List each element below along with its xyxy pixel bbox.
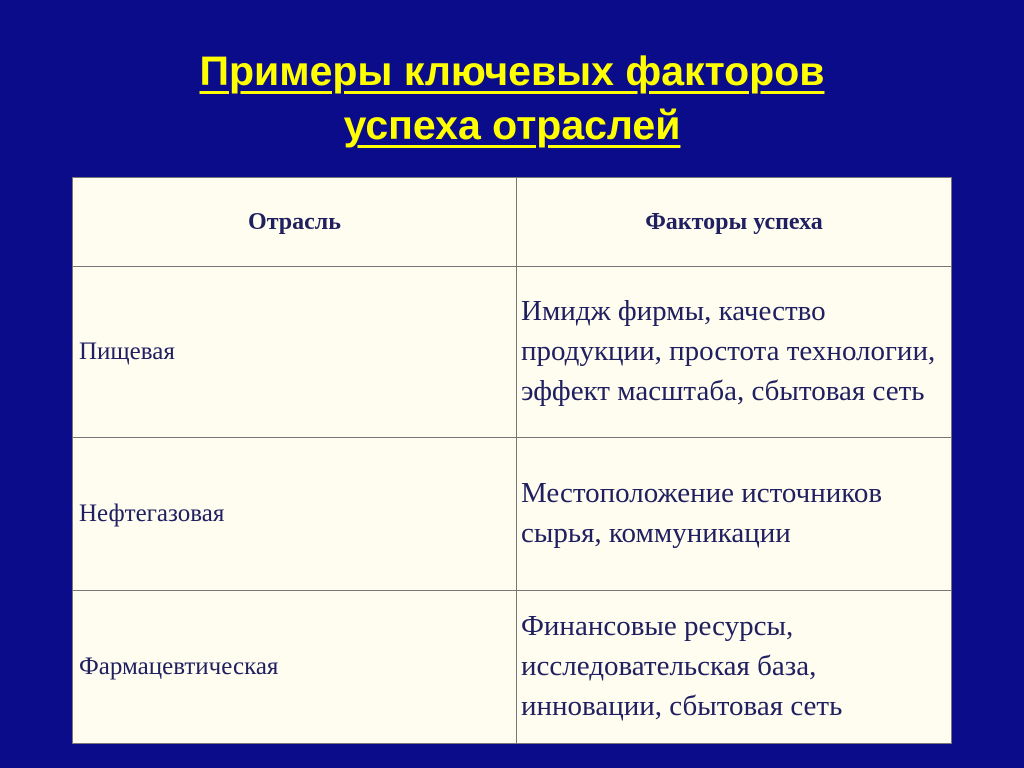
table-row <box>73 591 952 744</box>
header-industry: Отрасль <box>73 178 517 267</box>
success-factors-table <box>72 177 952 744</box>
table-row <box>73 438 952 591</box>
table-header-row <box>73 178 952 267</box>
header-factors: Факторы успеха <box>517 178 952 267</box>
title-line-1: Примеры ключевых факторов <box>199 48 825 94</box>
title-line-2: успеха отраслей <box>343 102 681 148</box>
slide-title <box>0 44 1024 152</box>
factors-cell: Финансовые ресурсы, исследовательская база, инновации, сбытовая сеть <box>517 591 952 744</box>
table-row <box>73 267 952 438</box>
industry-cell: Нефтегазовая <box>73 438 517 591</box>
factors-cell: Имидж фирмы, качество продукции, простота технологии, эффект масштаба, сбытовая сеть <box>517 267 952 438</box>
industry-cell: Фармацевтическая <box>73 591 517 744</box>
factors-cell: Местоположение источников сырья, коммуникации <box>517 438 952 591</box>
industry-cell: Пищевая <box>73 267 517 438</box>
